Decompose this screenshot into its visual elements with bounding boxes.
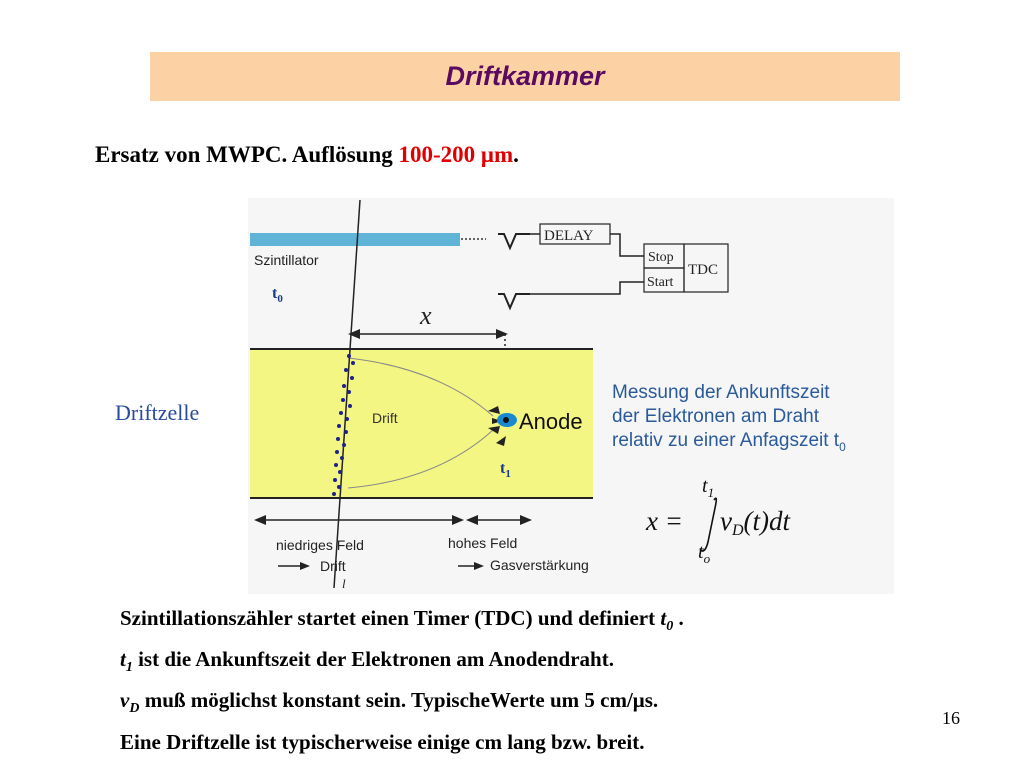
track-l-label: l [342,576,346,591]
low-field-arrow-right [452,515,464,525]
gain-label: Gasverstärkung [490,557,589,573]
formula-integrand: v [720,506,732,536]
anode-label: Anode [519,409,583,434]
t0-label: $t_0$ [272,285,283,305]
body-line-1: Szintillationszähler startet einen Timer (TDC) und definiert $t_0$ . [120,606,684,635]
x-arrow-right [496,329,508,339]
high-field-arrow-right [520,515,532,525]
drift-direction-arrow [300,562,310,570]
body-text [120,602,684,758]
measurement-line-3: relativ zu einer Anfagszeit $t_0$ [612,430,846,454]
delay-pulse [498,234,530,248]
low-field-arrow-left [254,515,266,525]
high-field-label: hohes Feld [448,535,518,551]
driftzelle-label: Driftzelle [115,400,200,425]
drift-label: Drift [372,410,398,426]
low-field-label: niedriges Feld [276,537,364,553]
resolution-value [399,142,514,167]
measurement-description [612,381,846,459]
subtitle-prefix: Ersatz von MWPC. Auflösung [95,142,399,167]
measurement-line-1: Messung der Ankunftszeit [612,382,830,403]
x-label: x [420,301,432,330]
page-number: 16 [942,708,960,728]
t1-label: $t_1$ [500,460,511,480]
subtitle-suffix: . [513,142,519,167]
svg-text:vD(t)dt: vD(t)dt [720,506,791,539]
resolution-number: 100-200 [398,142,481,167]
tdc-label: TDC [688,262,718,278]
measurement-line-2: der Elektronen am Draht [612,406,819,427]
high-field-arrow-left [466,515,478,525]
drift-formula [645,475,792,566]
formula-lower-limit: $t_o$ [698,541,711,566]
gain-direction-arrow [474,562,484,570]
drift-direction-label: Drift [320,558,346,574]
body-line-3: $v_D$ muß möglichst konstant sein. TypischeWerte um 5 cm/μs. [120,688,659,717]
title-bar [150,52,900,101]
delay-to-stop-wire [610,234,644,256]
formula-upper-limit: $t_1$ [702,475,715,500]
body-line-2: $t_1$ ist die Ankunftszeit der Elektronen am Anodendraht. [120,647,614,676]
start-pulse [498,294,530,308]
scintillator-bar [250,233,460,246]
resolution-unit: μm [480,142,514,167]
delay-label: DELAY [544,228,594,244]
scintillator-label: Szintillator [254,252,319,268]
subtitle [95,142,519,168]
body-line-4: Eine Driftzelle ist typischerweise einige cm lang bzw. breit. [120,729,645,754]
stop-label: Stop [648,250,674,265]
start-label: Start [647,275,674,290]
slide-title: Driftkammer [445,61,605,91]
anode-wire [503,417,509,423]
start-wire [530,282,644,294]
formula-lhs: x = [646,506,683,536]
x-arrow-left [348,329,360,339]
